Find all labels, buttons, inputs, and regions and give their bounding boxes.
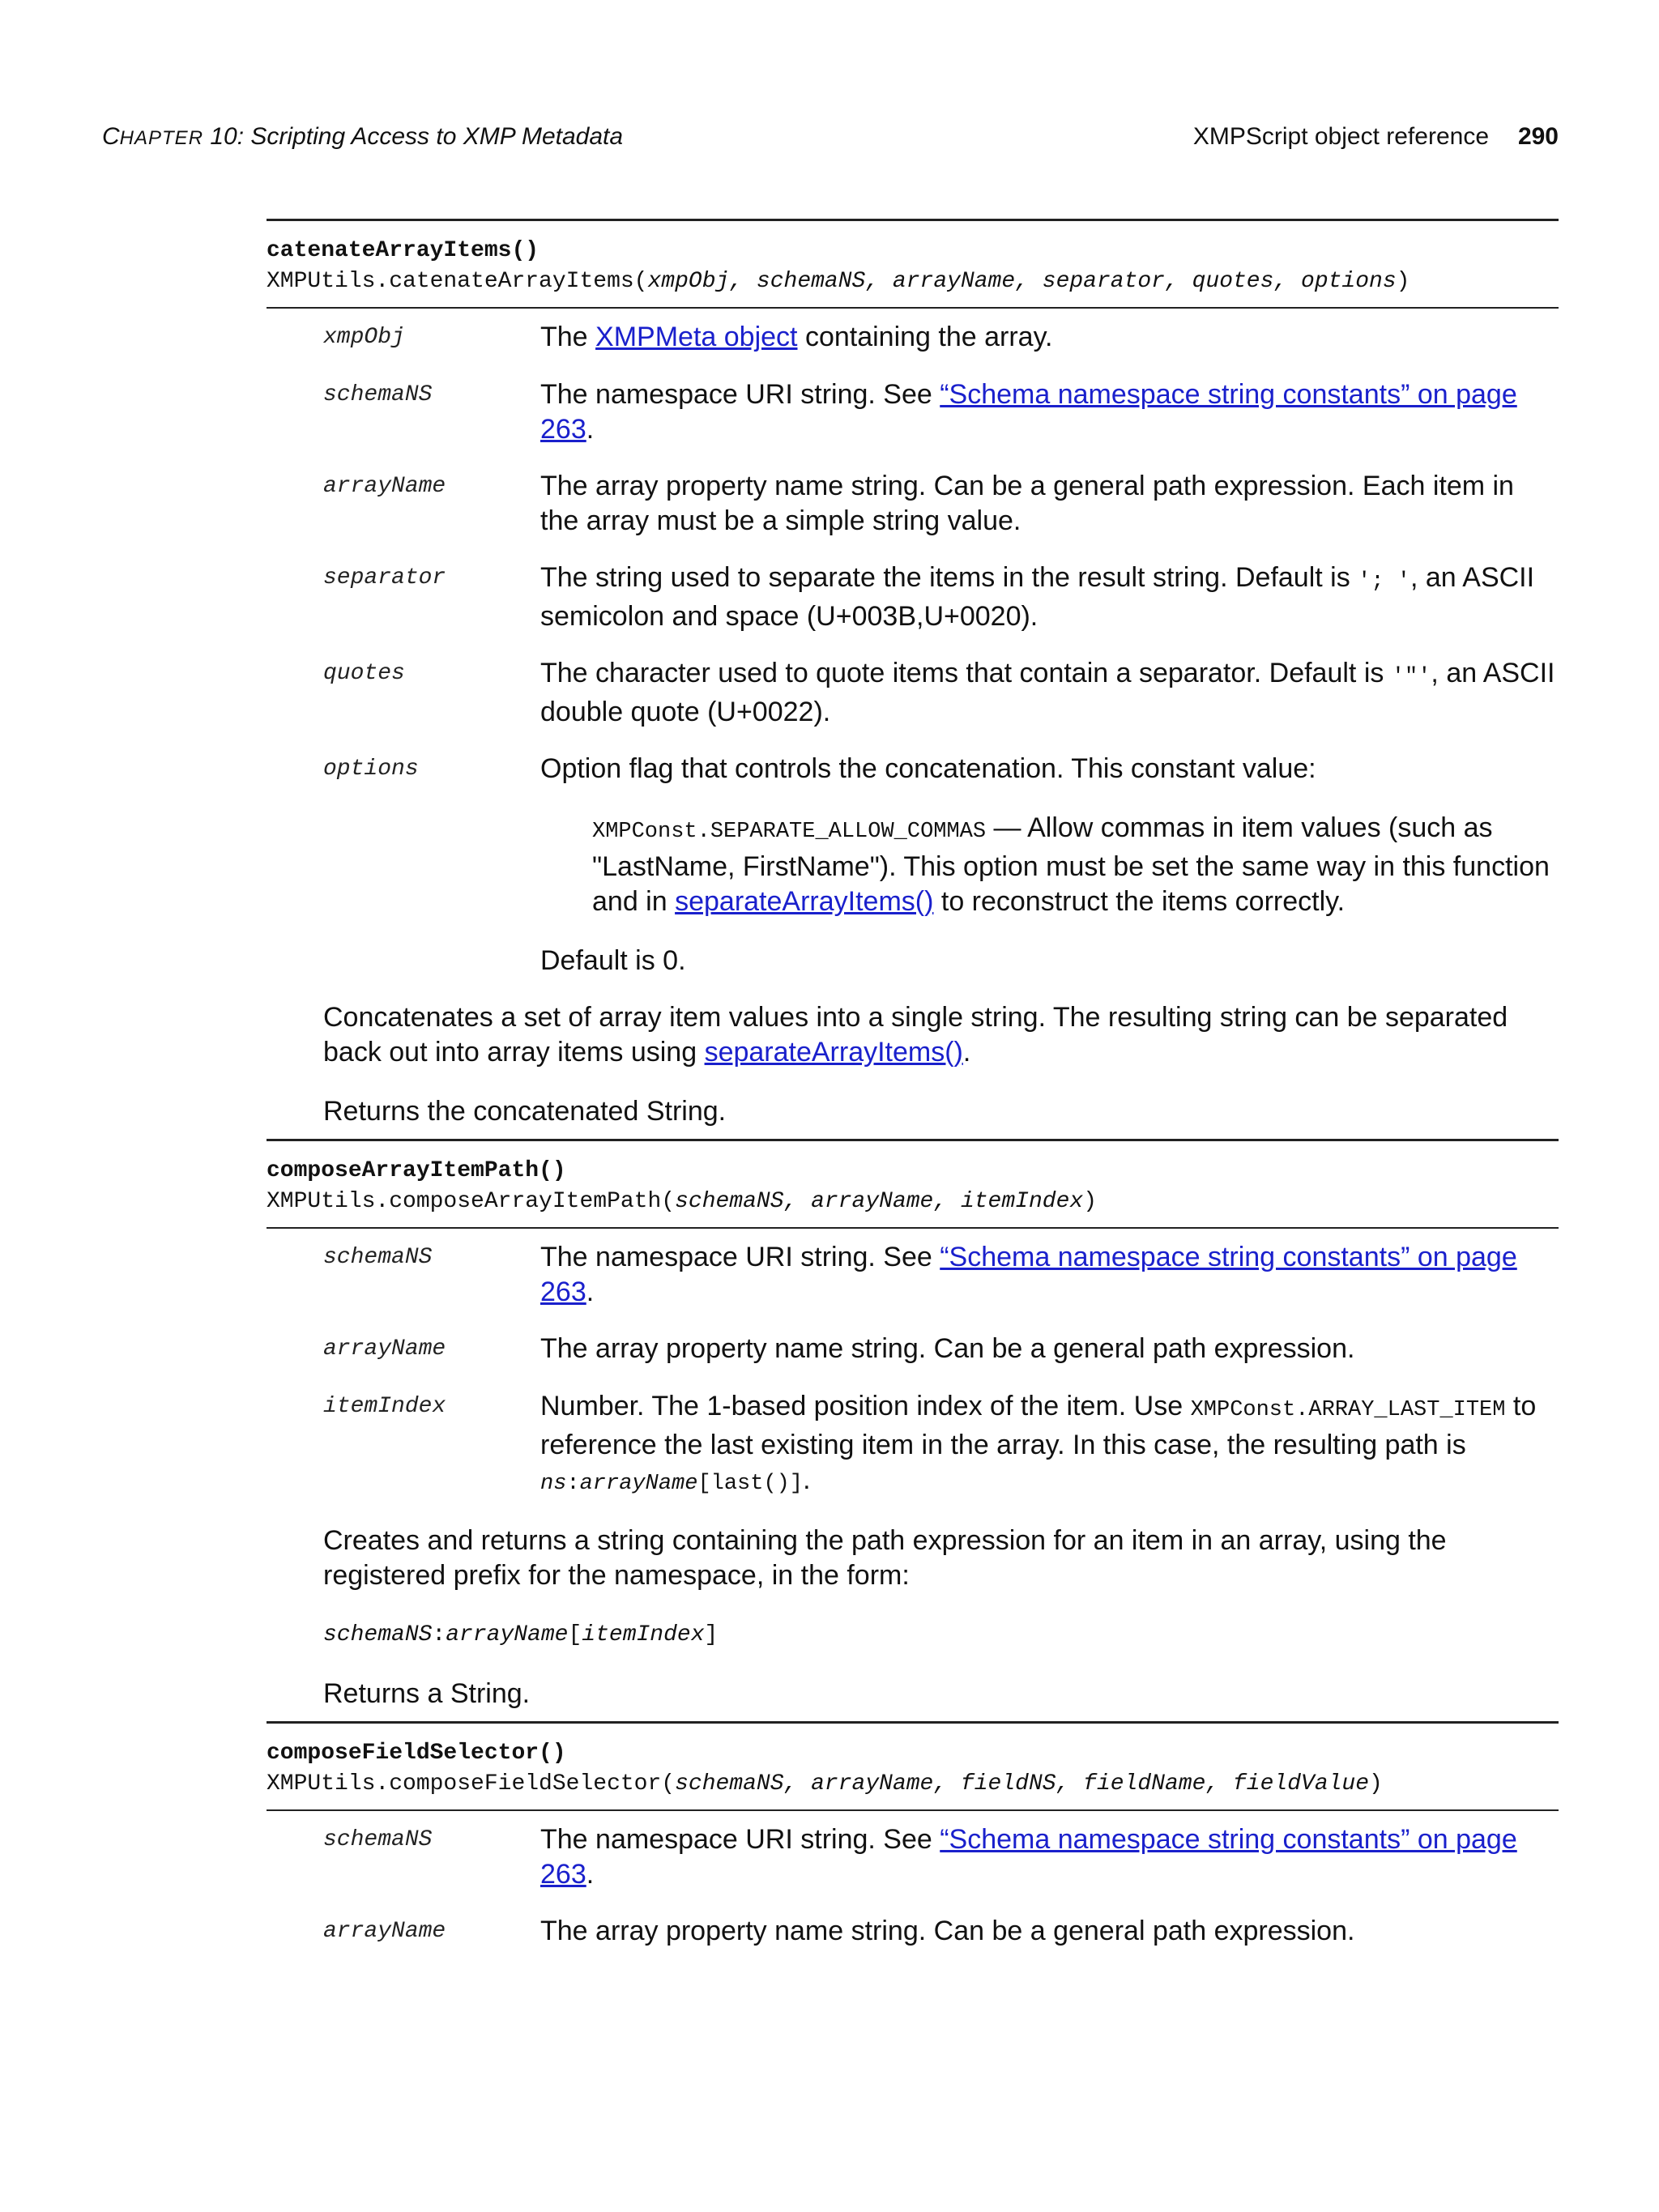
- xmpmeta-object-link[interactable]: XMPMeta object: [595, 322, 798, 352]
- method-signature: [267, 1724, 1559, 1811]
- param-description: The character used to quote items that contain a separator. Default is '"', an ASCII double quote (U+0022).: [540, 658, 1555, 727]
- method-name: catenateArrayItems(): [267, 238, 539, 263]
- method-entry-catenateArrayItems: [267, 219, 1559, 1139]
- parameter-table: [323, 320, 1559, 1000]
- separate-array-items-link[interactable]: separateArrayItems(): [704, 1037, 963, 1068]
- method-name: composeFieldSelector(): [267, 1741, 566, 1766]
- param-name: arrayName: [323, 1336, 446, 1362]
- schema-namespace-link[interactable]: “Schema namespace string constants” on page 263: [540, 1242, 1517, 1307]
- parameter-row: [323, 560, 1559, 656]
- chapter-title: CHAPTER 10: Scripting Access to XMP Metadata: [102, 123, 624, 150]
- parameter-row: [323, 1822, 1559, 1914]
- schema-namespace-link[interactable]: “Schema namespace string constants” on page 263: [540, 379, 1517, 445]
- param-description: The XMPMeta object containing the array.: [540, 322, 1053, 352]
- param-description: Option flag that controls the concatenation. This constant value: XMPConst.SEPARATE_ALLOW_COMMAS — Allow commas in item values (such as "LastName, FirstName"). This option must be set the same way in this function and in separateArrayItems() to reconstruct the items correctly. Default is 0.: [540, 752, 1559, 1000]
- method-entry-composeFieldSelector: [267, 1721, 1559, 1981]
- reference-content: [267, 219, 1559, 1981]
- method-signature: [267, 221, 1559, 309]
- parameter-table: [323, 1822, 1559, 1971]
- param-name: arrayName: [323, 474, 446, 499]
- parameter-row: [323, 1914, 1559, 1971]
- page-header: [102, 123, 1559, 159]
- default-separator-code: '; ': [1358, 569, 1410, 594]
- param-description: The namespace URI string. See “Schema namespace string constants” on page 263.: [540, 379, 1517, 445]
- method-returns: Returns the concatenated String.: [323, 1096, 727, 1127]
- method-call: XMPUtils.composeFieldSelector(schemaNS, arrayName, fieldNS, fieldName, fieldValue): [267, 1771, 1383, 1796]
- method-description: Creates and returns a string containing the path expression for an item in an array, using the registered prefix for the namespace, in the form:: [323, 1525, 1447, 1591]
- option-default: Default is 0.: [540, 945, 686, 976]
- param-description: Number. The 1-based position index of the item. Use XMPConst.ARRAY_LAST_ITEM to reference the last existing item in the array. In this case, the resulting path is ns:arrayName[last()].: [540, 1391, 1537, 1496]
- param-description: The array property name string. Can be a general path expression.: [540, 1333, 1355, 1364]
- parameter-row: [323, 656, 1559, 752]
- parameter-row: [323, 469, 1559, 560]
- parameter-row: [323, 377, 1559, 469]
- parameter-row: [323, 1389, 1559, 1524]
- param-name: options: [323, 757, 419, 782]
- section-title: XMPScript object reference: [1192, 123, 1489, 150]
- option-constant-item: XMPConst.SEPARATE_ALLOW_COMMAS — Allow commas in item values (such as "LastName, FirstName"). This option must be set the same way in this function and in separateArrayItems() to reconstruct the items correctly.: [592, 812, 1550, 917]
- method-call: XMPUtils.composeArrayItemPath(schemaNS, arrayName, itemIndex): [267, 1189, 1097, 1214]
- method-returns: Returns a String.: [323, 1678, 531, 1709]
- parameter-table: [323, 1240, 1559, 1524]
- param-name: itemIndex: [323, 1394, 446, 1419]
- parameter-row: [323, 1332, 1559, 1389]
- method-signature: [267, 1141, 1559, 1229]
- param-description: The array property name string. Can be a general path expression.: [540, 1916, 1355, 1946]
- method-body: [267, 309, 1559, 1139]
- parameter-row: [323, 1240, 1559, 1332]
- method-body: [267, 1229, 1559, 1721]
- separate-array-items-link[interactable]: separateArrayItems(): [675, 886, 934, 917]
- param-name: schemaNS: [323, 1827, 433, 1852]
- default-quote-code: '"': [1391, 665, 1431, 689]
- param-description: The namespace URI string. See “Schema namespace string constants” on page 263.: [540, 1242, 1517, 1307]
- method-entry-composeArrayItemPath: [267, 1139, 1559, 1721]
- method-call: XMPUtils.catenateArrayItems(xmpObj, schemaNS, arrayName, separator, quotes, options): [267, 269, 1410, 294]
- param-name: xmpObj: [323, 325, 405, 350]
- method-description: Concatenates a set of array item values into a single string. The resulting string can be separated back out into array items using separateArrayItems().: [323, 1002, 1508, 1068]
- method-body: [267, 1811, 1559, 1981]
- param-name: schemaNS: [323, 382, 433, 407]
- option-constant: XMPConst.SEPARATE_ALLOW_COMMAS: [592, 820, 987, 844]
- parameter-row: [323, 752, 1559, 1000]
- path-form-example: schemaNS:arrayName[itemIndex]: [323, 1622, 719, 1647]
- schema-namespace-link[interactable]: “Schema namespace string constants” on page 263: [540, 1824, 1517, 1890]
- param-description: The string used to separate the items in the result string. Default is '; ', an ASCII semicolon and space (U+003B,U+0020).: [540, 562, 1535, 632]
- param-name: separator: [323, 565, 446, 590]
- parameter-row: [323, 320, 1559, 377]
- page-number: 290: [1517, 123, 1559, 150]
- param-description: The array property name string. Can be a general path expression. Each item in the array must be a simple string value.: [540, 471, 1514, 536]
- param-name: schemaNS: [323, 1245, 433, 1270]
- param-description: The namespace URI string. See “Schema namespace string constants” on page 263.: [540, 1824, 1517, 1890]
- method-name: composeArrayItemPath(): [267, 1158, 566, 1183]
- array-last-item-constant: XMPConst.ARRAY_LAST_ITEM: [1190, 1398, 1506, 1422]
- param-name: arrayName: [323, 1919, 446, 1944]
- param-name: quotes: [323, 661, 405, 686]
